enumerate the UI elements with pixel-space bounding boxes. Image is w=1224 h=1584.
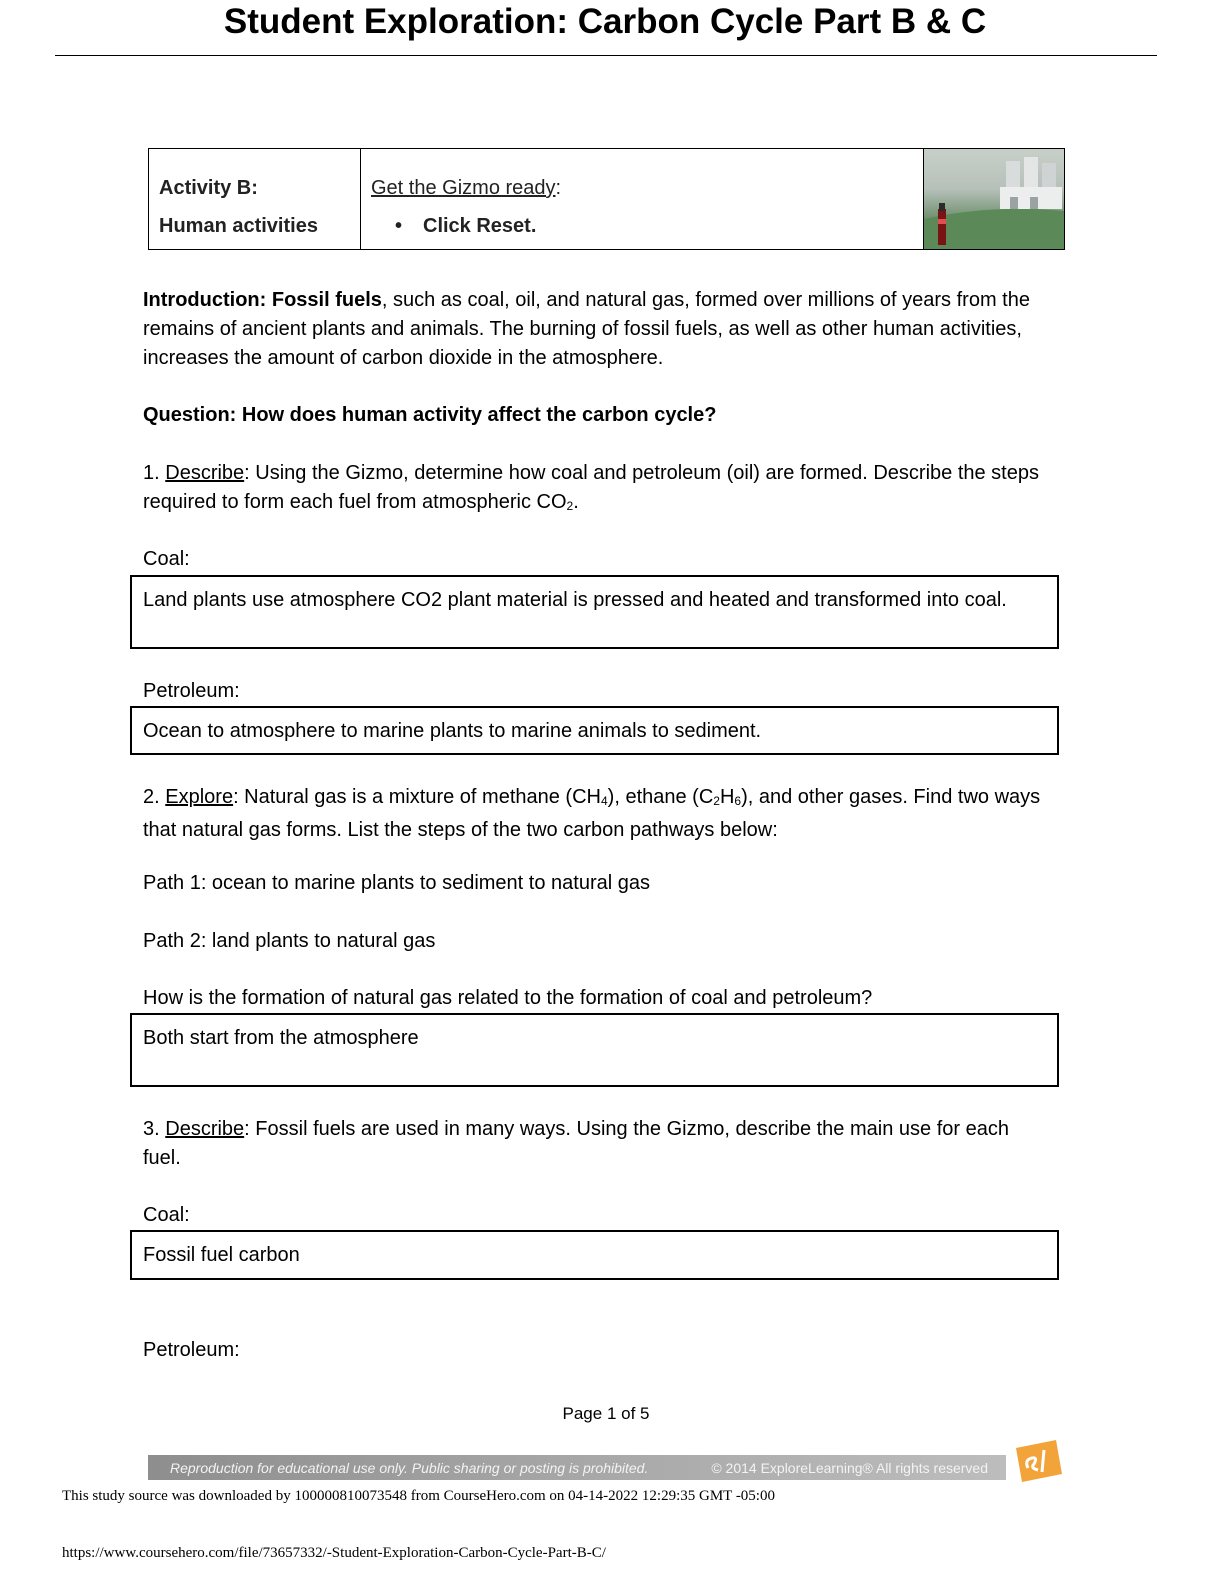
- question-3-prompt: 3. Describe: Fossil fuels are used in many ways. Using the Gizmo, describe the main use for each fuel.: [143, 1118, 1009, 1169]
- petroleum-answer-box[interactable]: Ocean to atmosphere to marine plants to marine animals to sediment.: [130, 706, 1059, 755]
- power-plant-icon: [924, 149, 1064, 249]
- guiding-question: Question: How does human activity affect the carbon cycle?: [143, 404, 717, 426]
- activity-label-cell: [149, 149, 361, 249]
- activity-name: Human activities: [159, 215, 318, 237]
- natural-gas-relation-answer-box[interactable]: Both start from the atmosphere: [130, 1013, 1059, 1087]
- source-url[interactable]: https://www.coursehero.com/file/73657332/-Student-Exploration-Carbon-Cycle-Part-B-C/: [62, 1545, 606, 1561]
- usage-notice: Reproduction for educational use only. Public sharing or posting is prohibited.: [170, 1459, 649, 1476]
- coal-use-answer-box[interactable]: Fossil fuel carbon: [130, 1230, 1059, 1280]
- activity-header-table: [148, 148, 1065, 250]
- natural-gas-relation-question: How is the formation of natural gas related to the formation of coal and petroleum?: [143, 987, 873, 1009]
- bullet-icon: •: [395, 215, 403, 237]
- coal-use-label: Coal:: [143, 1204, 190, 1226]
- gizmo-thumbnail-image: [924, 149, 1064, 249]
- copyright-notice: © 2014 ExploreLearning® All rights reserved: [711, 1459, 988, 1476]
- activity-label: Activity B:: [159, 177, 258, 199]
- coal-answer-box[interactable]: Land plants use atmosphere CO2 plant material is pressed and heated and transformed into coal.: [130, 575, 1059, 649]
- title-divider: [55, 55, 1157, 56]
- coal-label: Coal:: [143, 548, 190, 570]
- petroleum-use-label: Petroleum:: [143, 1339, 240, 1361]
- gizmo-ready-heading: Get the Gizmo ready:: [371, 177, 562, 199]
- download-note: This study source was downloaded by 100000810073548 from CourseHero.com on 04-14-2022 12:29:35 GMT -05:00: [62, 1488, 775, 1504]
- introduction-paragraph: Introduction: Fossil fuels, such as coal, oil, and natural gas, formed over millions of years from the remains of ancient plants and animals. The burning of fossil fuels, as well as other human activities, increases the amount of carbon dioxide in the atmosphere.: [143, 289, 1030, 369]
- page-title: Student Exploration: Carbon Cycle Part B & C: [223, 2, 987, 41]
- explorelearning-logo-icon: [1012, 1438, 1064, 1484]
- petroleum-label: Petroleum:: [143, 680, 240, 702]
- instruction-bullet: • Click Reset.: [371, 207, 923, 245]
- question-2-prompt: 2. Explore: Natural gas is a mixture of methane $(CH_4)$, ethane $(C_2H_6)$, and other gases. Find two ways that natural gas forms. List the steps of the two carbon pathways below:: [143, 786, 1041, 841]
- path-2-answer: Path 2: land plants to natural gas: [143, 930, 436, 952]
- copyright-banner: [148, 1455, 1006, 1480]
- page-number: Page 1 of 5: [562, 1404, 650, 1423]
- question-1-prompt: 1. Describe: Using the Gizmo, determine how coal and petroleum (oil) are formed. Describe the steps required to form each fuel from atmospheric $CO_2$.: [143, 462, 1039, 513]
- gizmo-instructions-cell: [361, 149, 924, 249]
- path-1-answer: Path 1: ocean to marine plants to sediment to natural gas: [143, 872, 650, 894]
